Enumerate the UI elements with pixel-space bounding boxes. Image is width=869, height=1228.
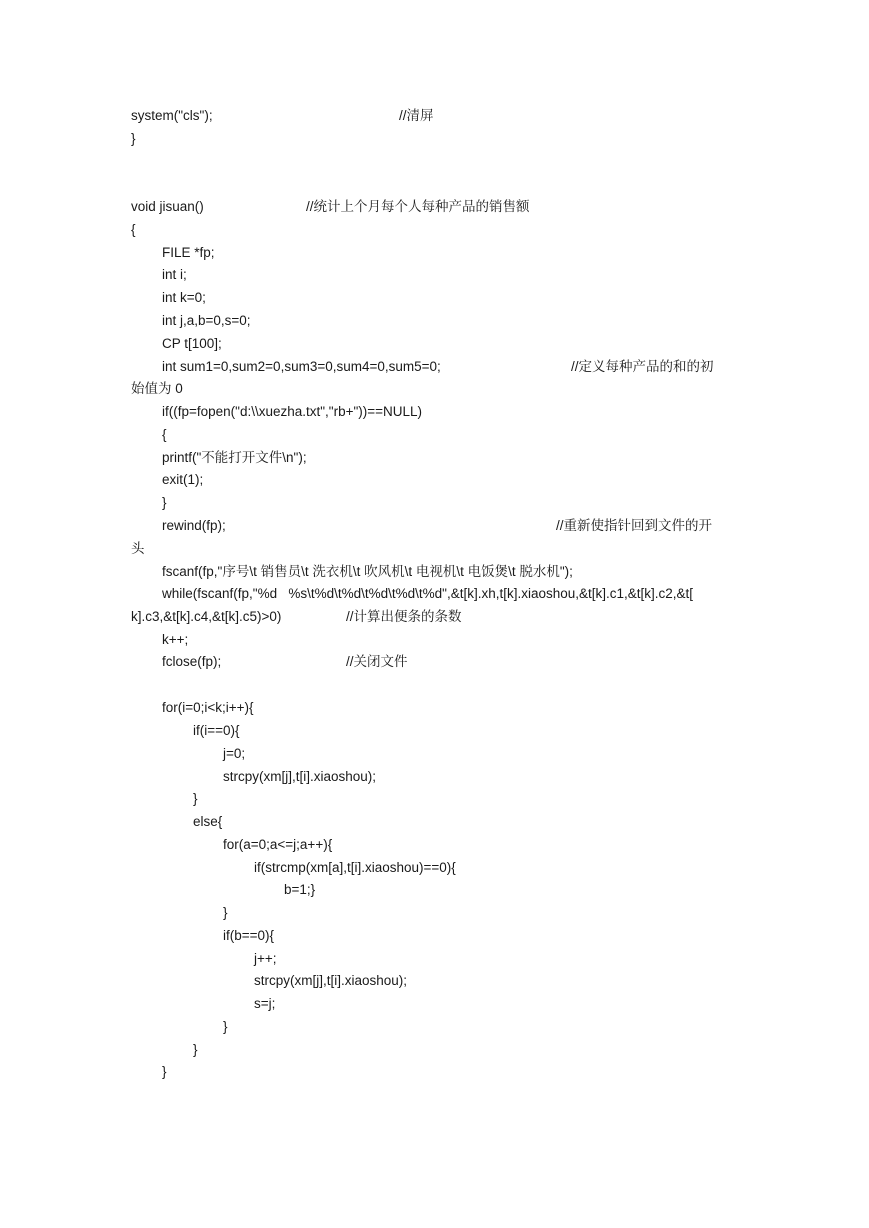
code-line: if(b==0){ [223, 928, 275, 943]
code-line: system("cls"); [131, 108, 213, 123]
code-line: 始值为 0 [131, 381, 183, 396]
code-line: k].c3,&t[k].c4,&t[k].c5)>0) [131, 609, 282, 624]
code-comment: //清屏 [399, 108, 434, 123]
code-line: for(a=0;a<=j;a++){ [223, 837, 333, 852]
code-line: fscanf(fp,"序号\t 销售员\t 洗衣机\t 吹风机\t 电视机\t 电饭煲\t 脱水机"); [162, 564, 573, 579]
code-line: exit(1); [162, 472, 204, 487]
code-line: int i; [162, 267, 187, 282]
code-line: } [162, 495, 167, 510]
code-line: } [193, 1042, 198, 1057]
code-line: CP t[100]; [162, 336, 222, 351]
code-line: void jisuan() [131, 199, 204, 214]
code-line: FILE *fp; [162, 245, 215, 260]
code-line: } [223, 1019, 228, 1034]
code-line: fclose(fp); [162, 654, 222, 669]
code-line: k++; [162, 632, 189, 647]
code-line: strcpy(xm[j],t[i].xiaoshou); [254, 973, 408, 988]
code-line: printf("不能打开文件\n"); [162, 450, 307, 465]
code-line: } [131, 131, 136, 146]
code-line: 头 [131, 541, 145, 556]
code-line: int k=0; [162, 290, 206, 305]
code-comment: //关闭文件 [346, 654, 408, 669]
code-line: { [162, 427, 167, 442]
code-line: for(i=0;i<k;i++){ [162, 700, 254, 715]
code-comment: //统计上个月每个人每种产品的销售额 [306, 199, 530, 214]
code-line: int j,a,b=0,s=0; [162, 313, 251, 328]
code-line: b=1;} [284, 882, 316, 897]
code-line: s=j; [254, 996, 276, 1011]
code-line: } [193, 791, 198, 806]
code-line: { [131, 222, 136, 237]
code-line: j++; [254, 951, 277, 966]
code-line: } [162, 1064, 167, 1079]
code-line: strcpy(xm[j],t[i].xiaoshou); [223, 769, 377, 784]
code-comment: //定义每种产品的和的初 [571, 359, 714, 374]
code-line: while(fscanf(fp,"%d %s\t%d\t%d\t%d\t%d\t%d",&t[k].xh,t[k].xiaoshou,&t[k].c1,&t[k].c2,&t[ [162, 586, 694, 601]
code-line: else{ [193, 814, 223, 829]
code-line: if(strcmp(xm[a],t[i].xiaoshou)==0){ [254, 860, 456, 875]
code-line: if(i==0){ [193, 723, 240, 738]
code-line: rewind(fp); [162, 518, 226, 533]
code-line: if((fp=fopen("d:\\xuezha.txt","rb+"))==NULL) [162, 404, 423, 419]
code-line: } [223, 905, 228, 920]
code-comment: //计算出便条的条数 [346, 609, 462, 624]
code-line: int sum1=0,sum2=0,sum3=0,sum4=0,sum5=0; [162, 359, 441, 374]
code-comment: //重新使指针回到文件的开 [556, 518, 713, 533]
code-line: j=0; [223, 746, 246, 761]
